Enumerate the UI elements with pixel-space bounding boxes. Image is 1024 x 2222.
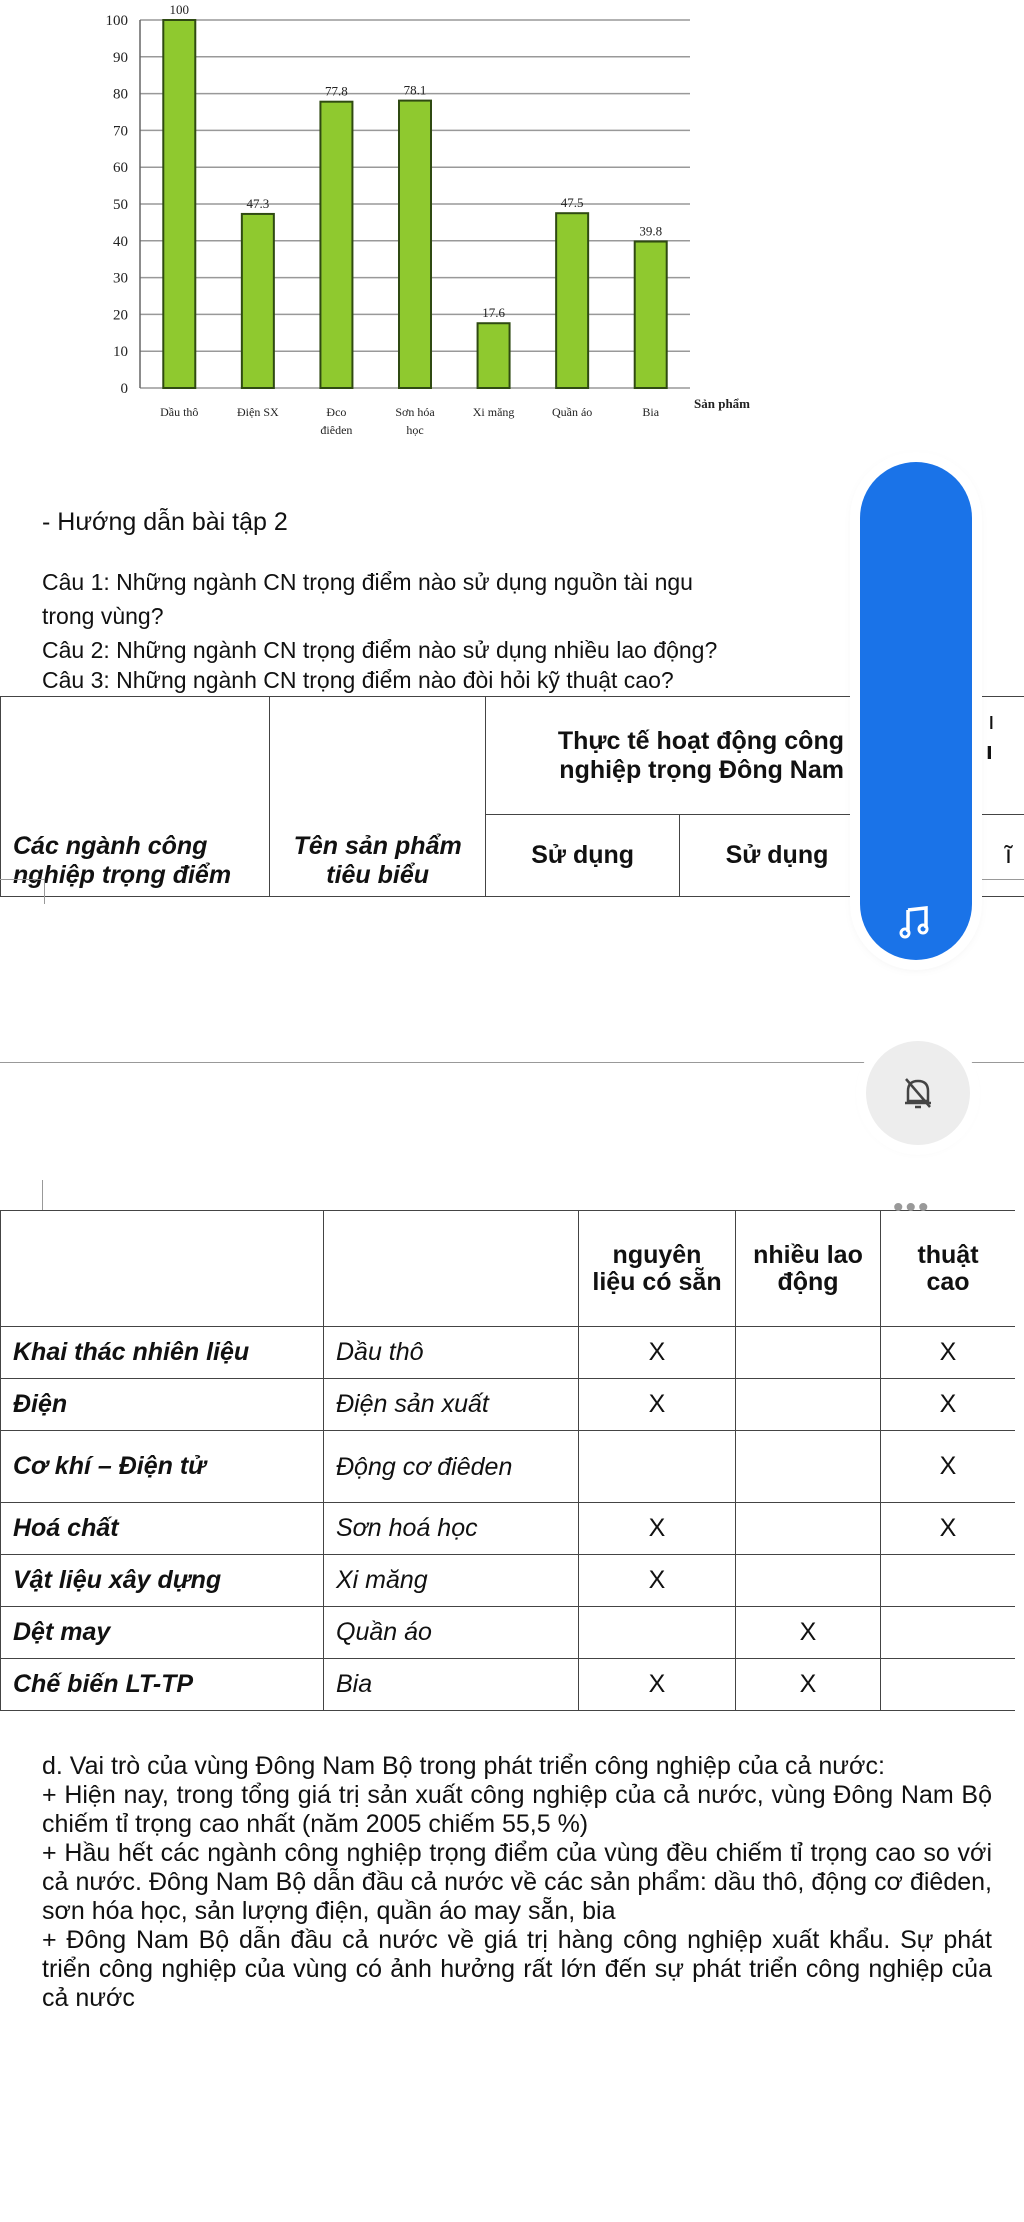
mark-cell [736,1327,881,1379]
section-d-para-1: + Hiện nay, trong tổng giá trị sản xuất công nghiệp của cả nước, vùng Đông Nam Bộ chiếm tỉ trọng cao nhất (năm 2005 chiếm 55,5 %) [42,1781,992,1838]
mark-cell: X [881,1431,1016,1503]
product-cell: Bia [324,1659,579,1711]
mark-cell: X [579,1379,736,1431]
mark-cell: X [579,1503,736,1555]
notification-button[interactable] [866,1041,970,1145]
data-label: 47.3 [246,195,270,211]
x-tick-label: điêden [320,423,353,437]
industry-cell: Chế biến LT-TP [1,1659,324,1711]
product-cell: Sơn hoá học [324,1503,579,1555]
bar [478,323,510,388]
question-3: Câu 3: Những ngành CN trọng điểm nào đòi hỏi kỹ thuật cao? [42,667,674,693]
industry-cell: Điện [1,1379,324,1431]
edge-fragment-1: ı [988,708,995,735]
y-tick-label: 50 [113,197,128,213]
x-tick-label: Quần áo [551,405,593,419]
industry-cell: Vật liệu xây dựng [1,1555,324,1607]
y-tick-label: 80 [113,86,128,103]
mark-cell [881,1607,1016,1659]
mark-cell [579,1431,736,1503]
y-tick-label: 0 [120,381,128,397]
mark-cell: X [881,1327,1016,1379]
data-label: 77.8 [325,83,348,99]
floating-panel[interactable] [860,462,972,960]
x-axis-label: Sản phẩm [694,396,750,411]
music-note-icon[interactable] [896,902,936,942]
header-labor: nhiều lao động [736,1211,881,1327]
mark-cell [881,1659,1016,1711]
data-label: 47.5 [560,195,584,211]
header-industries: Các ngành công nghiệp trọng điểm [1,697,270,897]
table-row [1,1659,1016,1711]
mark-cell [736,1431,881,1503]
y-tick-label: 60 [113,160,128,177]
header-sub-2: Sử dụng [680,815,874,897]
industry-table [0,1210,1015,1711]
industry-cell: Khai thác nhiên liệu [1,1327,324,1379]
header-group: Thực tế hoạt động công nghiệp trọng Đông Nam [485,697,1024,815]
mark-cell: X [579,1659,736,1711]
mark-cell [736,1503,881,1555]
bar [399,101,431,388]
table-header-row [1,1211,1016,1327]
product-cell: Dầu thô [324,1327,579,1379]
table-row [1,1431,1016,1503]
data-label: 100 [169,2,190,17]
bar [242,214,274,388]
mark-cell [579,1607,736,1659]
x-tick-label: Điện SX [237,405,279,419]
bar [163,20,195,388]
data-label: 39.8 [639,223,663,239]
mark-cell: X [881,1503,1016,1555]
x-tick-label: Bia [642,405,660,419]
x-tick-label: học [406,423,424,437]
industry-cell: Dệt may [1,1607,324,1659]
table-row [1,1379,1016,1431]
product-cell: Quần áo [324,1607,579,1659]
page-corner-right [980,879,1024,904]
bar-chart [0,0,1024,460]
y-tick-label: 100 [105,13,128,29]
x-tick-label: Sơn hóa [395,405,435,419]
mark-cell: X [881,1379,1016,1431]
bar [320,102,352,388]
product-cell: Xi măng [324,1555,579,1607]
y-tick-label: 40 [113,233,128,250]
section-d-heading: d. Vai trò của vùng Đông Nam Bộ trong phát triển công nghiệp của cả nước: [42,1752,885,1780]
header-sub-3: ĩ [874,815,1024,897]
bar [556,213,588,388]
edge-fragment-2: ı [986,738,993,765]
section-d [42,1752,992,2013]
table-row [1,1503,1016,1555]
table-row [1,1327,1016,1379]
x-tick-label: Xi măng [472,405,515,419]
mark-cell [736,1555,881,1607]
question-2: Câu 2: Những ngành CN trọng điểm nào sử dụng nhiều lao động? [42,637,718,663]
y-tick-label: 20 [113,307,128,324]
y-tick-label: 70 [113,123,128,140]
header-product: Tên sản phẩm tiêu biểu [270,697,486,897]
section-d-para-2: + Hầu hết các ngành công nghiệp trọng điểm của vùng đều chiếm tỉ trọng cao so với cả nước. Đông Nam Bộ dẫn đầu cả nước về các sản phẩm: dầu thô, động cơ điêden, sơn hóa học, sản lượng điện, quần áo may sẵn, bia [42,1839,992,1925]
y-tick-label: 90 [113,49,128,66]
bell-off-icon [898,1073,938,1113]
product-cell: Điện sản xuất [324,1379,579,1431]
mark-cell: X [736,1607,881,1659]
mark-cell [881,1555,1016,1607]
x-tick-label: Dầu thô [160,405,199,419]
question-1: Câu 1: Những ngành CN trọng điểm nào sử dụng nguồn tài ngu [42,569,693,595]
mark-cell: X [579,1327,736,1379]
header-raw-material: nguyên liệu có sẵn [579,1211,736,1327]
header-cell [324,1211,579,1327]
page-divider [0,1062,1024,1063]
mark-cell [736,1379,881,1431]
data-label: 17.6 [482,305,505,321]
header-cell [1,1211,324,1327]
mark-cell: X [579,1555,736,1607]
mark-cell: X [736,1659,881,1711]
guide-title: - Hướng dẫn bài tập 2 [42,508,288,536]
section-d-para-3: + Đông Nam Bộ dẫn đầu cả nước về giá trị hàng công nghiệp xuất khẩu. Sự phát triển công nghiệp của vùng có ảnh hưởng rất lớn đến sự phát triển công nghiệp của cả nước [42,1926,992,2012]
question-1-cont: trong vùng? [42,603,164,629]
product-cell: Động cơ điêden [324,1431,579,1503]
y-tick-label: 30 [113,270,128,287]
header-sub-1: Sử dụng [485,815,679,897]
page-corner-left [0,879,45,904]
header-tech: thuật cao [881,1211,1016,1327]
industry-cell: Hoá chất [1,1503,324,1555]
table-row [1,1607,1016,1659]
industry-cell: Cơ khí – Điện tử [1,1431,324,1503]
x-tick-label: Đco [326,405,347,419]
y-tick-label: 10 [113,344,128,361]
bar [635,242,667,388]
more-options[interactable]: ••• [893,1191,931,1224]
page-margin-mark [42,1180,43,1210]
table-row [1,1555,1016,1607]
data-label: 78.1 [403,82,427,98]
